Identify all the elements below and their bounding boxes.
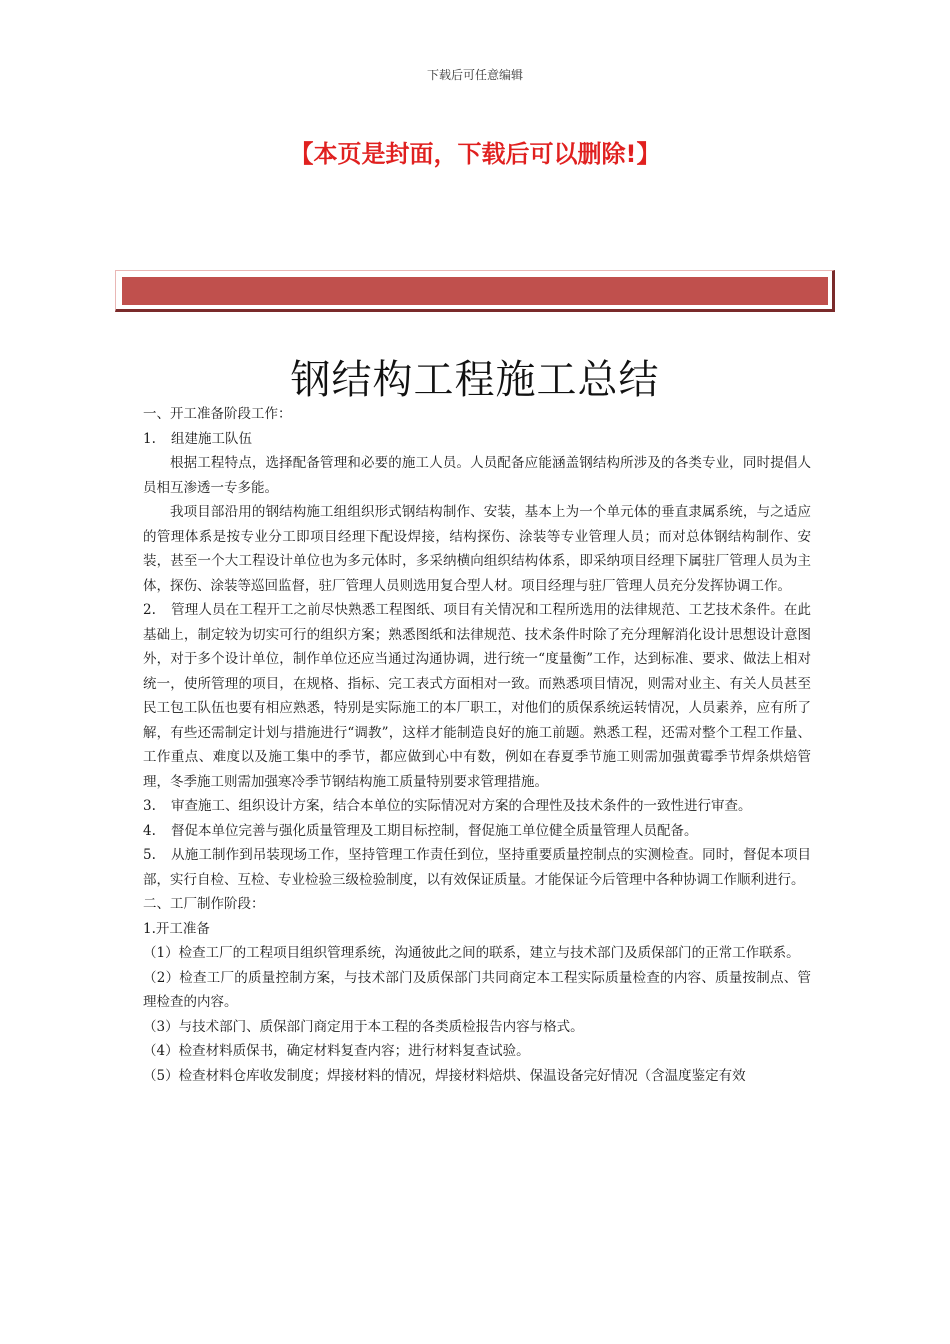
list-item-number: 3. bbox=[143, 798, 156, 814]
checklist-item-4: （4）检查材料质保书，确定材料复查内容；进行材料复查试验。 bbox=[143, 1043, 530, 1059]
list-item-number: 1. bbox=[143, 430, 156, 447]
checklist-item-2: （2）检查工厂的质量控制方案，与技术部门及质保部门共同商定本工程实际质量检查的内容、质量按制点、管理检查的内容。 bbox=[143, 969, 811, 1010]
checklist-item-3: （3）与技术部门、质保部门商定用于本工程的各类质检报告内容与格式。 bbox=[143, 1018, 584, 1035]
list-item-text: 审查施工、组织设计方案，结合本单位的实际情况对方案的合理性及技术条件的一致性进行审查。 bbox=[171, 798, 752, 814]
document-title: 钢结构工程施工总结 bbox=[290, 357, 660, 403]
paragraph-1: 根据工程特点，选择配备管理和必要的施工人员。人员配备应能涵盖钢结构所涉及的各类专业，同时提倡人员相互渗透一专多能。 bbox=[143, 455, 811, 496]
list-item-text: 督促本单位完善与强化质量管理及工期目标控制，督促施工单位健全质量管理人员配备。 bbox=[171, 822, 698, 839]
list-item-number: 5. bbox=[143, 847, 156, 863]
list-item-text: 从施工制作到吊装现场工作，坚持管理工作责任到位，坚持重要质量控制点的实测检查。同时，督促本项目部，实行自检、互检、专业检验三级检验制度，以有效保证质量。才能保证今后管理中各种协调工作顺利进行。 bbox=[143, 847, 811, 888]
list-item-2 bbox=[143, 598, 811, 794]
title-banner-fill bbox=[122, 277, 828, 305]
document-body bbox=[143, 402, 811, 1088]
subsection-heading: 1.开工准备 bbox=[143, 920, 210, 937]
list-item-1 bbox=[143, 427, 811, 452]
title-banner bbox=[115, 270, 835, 312]
list-item-text: 管理人员在工程开工之前尽快熟悉工程图纸、项目有关情况和工程所选用的法律规范、工艺技术条件。在此基础上，制定较为切实可行的组织方案；熟悉图纸和法律规范、技术条件时除了充分理解消化设计思想设计意图外，对于多个设计单位，制作单位还应当通过沟通协调，进行统一“度量衡”工作，达到标准、要求、做法上相对统一，使所管理的项目，在规格、指标、完工表式方面相对一致。而熟悉项目情况，则需对业主、有关人员甚至民工包工队伍也要有相应熟悉，特别是实际施工的本厂职工，对他们的质保系统运转情况，人员素养，应有所了解，有些还需制定计划与措施进行“调教”，这样才能制造良好的施工前题。熟悉工程，还需对整个工程工作量、工作重点、难度以及施工集中的季节，都应做到心中有数，例如在春夏季节施工则需加强黄霉季节焊条烘焙管理，冬季施工则需加强寒冷季节钢结构施工质量特别要求管理措施。 bbox=[143, 602, 811, 790]
section-heading-1: 一、开工准备阶段工作： bbox=[143, 406, 292, 422]
list-item-number: 4. bbox=[143, 822, 156, 839]
list-item-4 bbox=[143, 819, 811, 844]
list-item-5 bbox=[143, 843, 811, 892]
section-heading-2: 二、工厂制作阶段： bbox=[143, 896, 265, 912]
list-item-3 bbox=[143, 794, 811, 819]
checklist-item-1: （1）检查工厂的工程项目组织管理系统，沟通彼此之间的联系，建立与技术部门及质保部门的正常工作联系。 bbox=[143, 945, 800, 961]
paragraph-2: 我项目部沿用的钢结构施工组组织形式钢结构制作、安装，基本上为一个单元体的垂直隶属系统，与之适应的管理体系是按专业分工即项目经理下配设焊接，结构探伤、涂装等专业管理人员；而对总体钢结构制作、安装，甚至一个大工程设计单位也为多元体时，多采纳横向组织结构体系，即采纳项目经理下属驻厂管理人员为主体，探伤、涂装等巡回监督，驻厂管理人员则选用复合型人材。项目经理与驻厂管理人员充分发挥协调工作。 bbox=[143, 504, 811, 594]
header-note: 下载后可任意编辑 bbox=[426, 68, 523, 82]
cover-notice: 【本页是封面，下载后可以删除!】 bbox=[289, 140, 661, 168]
list-item-number: 2. bbox=[143, 602, 156, 618]
checklist-item-5: （5）检查材料仓库收发制度；焊接材料的情况，焊接材料焙烘、保温设备完好情况（含温度鉴定有效 bbox=[143, 1067, 746, 1084]
list-item-text: 组建施工队伍 bbox=[171, 430, 252, 447]
